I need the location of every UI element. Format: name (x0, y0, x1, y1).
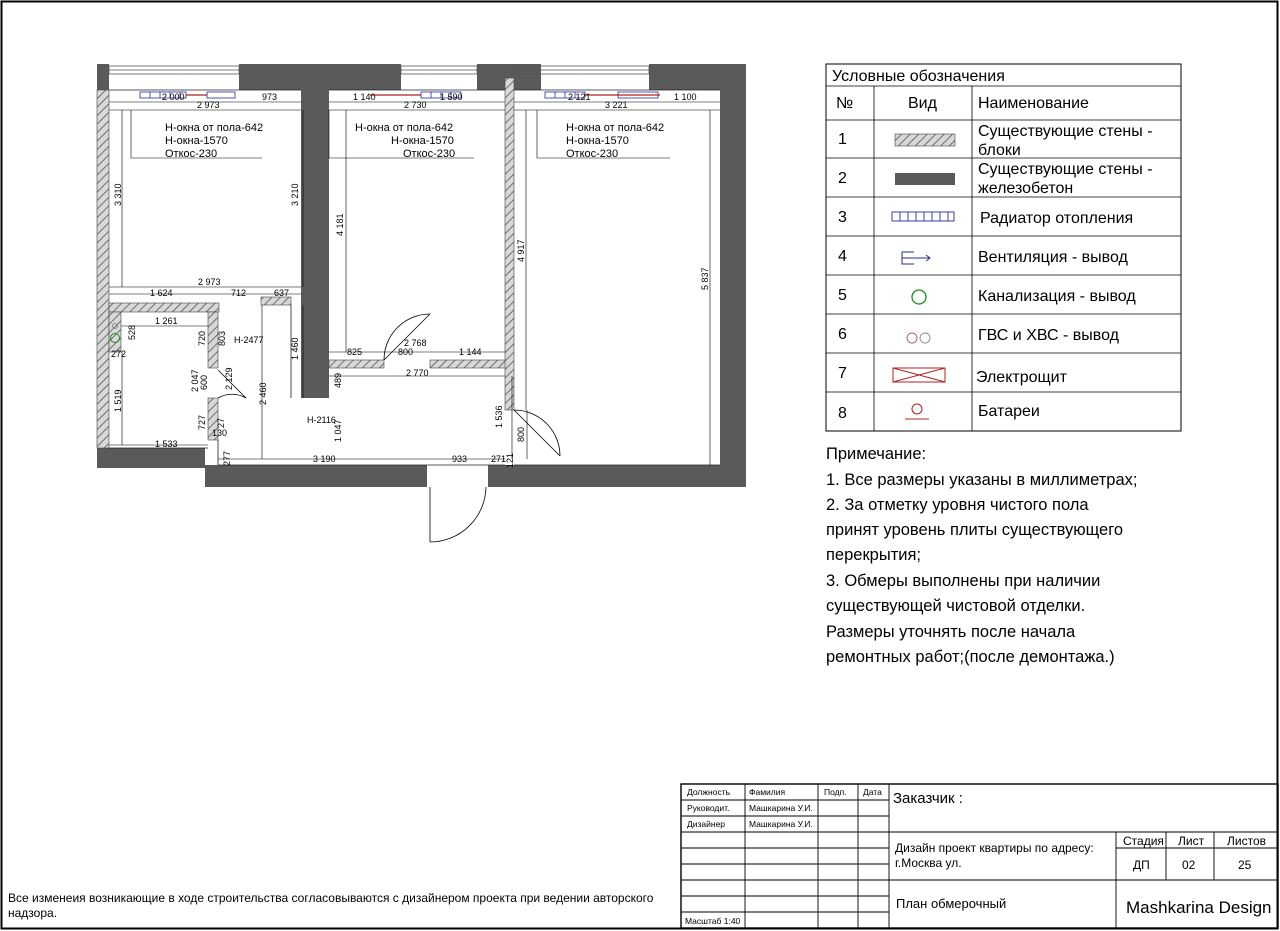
tb-brand: Mashkarina Design (1126, 898, 1272, 917)
window-note-line: Н-окна от пола-642 (165, 122, 264, 134)
dimension-label: 600 (199, 374, 209, 390)
dimension-label: 1 144 (459, 347, 482, 357)
tb-col-signature: Подп. (824, 787, 847, 797)
notes-title: Примечание: (826, 445, 927, 463)
window-note-line: Откос-230 (165, 148, 218, 160)
window-note-line: Откос-230 (403, 148, 456, 160)
tb-stage-label: Стадия (1123, 834, 1164, 848)
dimension-label: 4 917 (516, 239, 526, 262)
height-label-bath: Н-2477 (234, 335, 264, 345)
dimension-label: 803 (217, 330, 227, 346)
tb-sheet-label: Лист (1178, 834, 1205, 848)
dimension-label: 727 (197, 414, 207, 430)
dimension-label: 3 190 (313, 454, 336, 464)
wall-room3-left (505, 78, 514, 410)
dimension-label: 720 (197, 330, 207, 346)
legend-header-num: № (836, 95, 854, 112)
wall-bath-left-inner (109, 312, 121, 352)
legend-name: Электрощит (976, 369, 1067, 386)
dimension-label: 2 121 (568, 92, 591, 102)
legend-name: Существующие стены - (978, 161, 1153, 178)
dimension-label: 277 (222, 450, 232, 466)
window-note-line: Н-окна от пола-642 (355, 122, 454, 134)
legend-table (826, 64, 1181, 431)
dimension-label: 3 210 (290, 183, 300, 206)
dimension-label: 2 460 (258, 382, 268, 405)
solid-wall-icon (895, 173, 955, 185)
wall-top-between-2 (329, 64, 401, 90)
window-note-room1 (165, 122, 263, 160)
legend-name: блоки (978, 142, 1021, 159)
legend-num: 5 (838, 287, 847, 304)
tb-row2-surname: Машкарина У.И. (749, 819, 813, 829)
notes-block (826, 445, 1137, 666)
dimension-label: 272 (111, 349, 127, 359)
dimension-label: 2 047 (190, 369, 200, 392)
dimension-label: 933 (452, 454, 468, 464)
dimension-label: 1 536 (494, 405, 504, 428)
battery-icon (905, 404, 929, 419)
dimension-label: 1 624 (150, 288, 173, 298)
legend-title: Условные обозначения (832, 68, 1005, 85)
window-note-room3 (566, 122, 664, 160)
wall-pillar-middle (301, 64, 329, 398)
wall-bottom-mid (205, 465, 427, 487)
radiator-legend-icon (892, 212, 954, 221)
window-note-line: Откос-230 (566, 148, 619, 160)
dimension-label: 1 590 (440, 92, 463, 102)
tb-sheet-value: 02 (1182, 858, 1196, 872)
wall-left-block (97, 90, 109, 448)
title-block (681, 784, 1278, 928)
legend-num: 6 (838, 326, 847, 343)
dimension-label: 2 973 (198, 277, 221, 287)
dimension-label: 3 310 (113, 183, 123, 206)
wall-hall-stub (261, 297, 291, 305)
window-note-room2 (355, 122, 455, 160)
dimension-label: 5 837 (700, 267, 710, 290)
dimension-label: 825 (347, 347, 363, 357)
notes-line: 3. Обмеры выполнены при наличии (826, 572, 1101, 590)
tb-stage-value: ДП (1133, 858, 1150, 872)
water-circle-icon (907, 333, 917, 343)
tb-col-date: Дата (863, 787, 882, 797)
notes-line: существующей чистовой отделки. (826, 597, 1086, 615)
tb-sheets-value: 25 (1238, 858, 1252, 872)
legend-name: Батареи (978, 403, 1040, 420)
dimension-label: 2 768 (404, 338, 427, 348)
legend-num: 2 (838, 170, 847, 187)
wall-room2-bottom-b (430, 360, 512, 368)
notes-line: 2. За отметку уровня чистого пола (826, 496, 1089, 514)
dimension-label: 1 100 (674, 92, 697, 102)
dimension-label: 1 533 (155, 439, 178, 449)
dimension-label: 637 (274, 288, 290, 298)
wall-bath-top (109, 303, 219, 312)
legend-num: 4 (838, 248, 847, 265)
dimension-label: 3 221 (605, 100, 628, 110)
tb-customer: Заказчик : (893, 790, 963, 807)
dimension-label: 528 (127, 324, 137, 340)
legend-name: Канализация - вывод (978, 288, 1136, 305)
wall-right (720, 64, 746, 486)
water-circle-icon (920, 333, 930, 343)
legend-num: 7 (838, 365, 847, 382)
legend-name: Вентиляция - вывод (978, 249, 1128, 266)
dimension-label: 712 (231, 288, 247, 298)
wall-bottom-left (97, 448, 205, 468)
dimension-label: 1 261 (155, 316, 178, 326)
legend-name: ГВС и ХВС - вывод (978, 327, 1119, 344)
dimension-label: 973 (262, 92, 278, 102)
dimension-label: 489 (333, 372, 343, 388)
tb-sheets-label: Листов (1227, 834, 1266, 848)
dimension-label: 121 (505, 452, 515, 468)
window-note-line: Н-окна-1570 (391, 135, 454, 147)
notes-line: принят уровень плиты существующего (826, 521, 1124, 539)
dimension-label: 130 (212, 428, 228, 438)
dimension-label: 2 730 (404, 100, 427, 110)
sewer-circle-icon (912, 290, 926, 304)
tb-project-line2: г.Москва ул. (895, 856, 962, 870)
dimension-label: надзора. (8, 906, 58, 920)
height-label-hall: Н-2116 (307, 415, 336, 425)
legend-name: Радиатор отопления (980, 210, 1134, 227)
dimension-label: 2 129 (224, 367, 234, 390)
legend-name: железобетон (978, 180, 1074, 197)
tb-col-surname: Фамилия (749, 787, 786, 797)
dimension-label: 1 047 (333, 419, 343, 442)
tb-scale: Масштаб 1:40 (685, 916, 741, 926)
legend-num: 3 (838, 209, 847, 226)
legend-header-name: Наименование (978, 95, 1089, 112)
notes-line: Размеры уточнять после начала (826, 623, 1076, 641)
window-note-line: Н-окна от пола-642 (566, 122, 665, 134)
dimension-label: 800 (516, 426, 526, 442)
wall-top-between-1 (239, 64, 303, 90)
wall-top-left-corner (97, 64, 109, 90)
wall-bottom-right (488, 465, 746, 487)
notes-line: ремонтных работ;(после демонтажа.) (826, 648, 1115, 666)
legend-num: 8 (838, 405, 847, 422)
dimension-label: 1 140 (353, 92, 376, 102)
dimension-label: 1 519 (113, 389, 123, 412)
vent-arrow-icon (902, 252, 930, 264)
notes-line: 1. Все размеры указаны в миллиметрах; (826, 471, 1138, 489)
electric-panel-icon (893, 368, 945, 382)
dimension-label: 800 (398, 347, 414, 357)
legend-num: 1 (838, 131, 847, 148)
dimension-label: 2 973 (197, 100, 220, 110)
tb-row1-position: Руководит. (687, 803, 730, 813)
floor-plan (97, 64, 746, 542)
dimension-label: 2 770 (406, 368, 429, 378)
legend-name: Существующие стены - (978, 123, 1153, 140)
tb-row2-position: Дизайнер (687, 819, 726, 829)
dimension-label: 1 460 (290, 337, 300, 360)
wall-pillar-right (503, 64, 512, 78)
dimension-label: 4 181 (335, 213, 345, 236)
dimension-label: 27 (216, 417, 226, 428)
tb-row1-surname: Машкарина У.И. (749, 803, 813, 813)
tb-col-position: Должность (687, 787, 731, 797)
dimension-label: 2 000 (162, 92, 185, 102)
legend-header-view: Вид (908, 95, 937, 112)
wall-room2-bottom-a (329, 360, 384, 368)
window-note-line: Н-окна-1570 (566, 135, 629, 147)
tb-drawing-name: План обмерочный (896, 896, 1007, 911)
radiator-icon (207, 92, 235, 98)
dimension-label: 271 (491, 454, 507, 464)
tb-project-line1: Дизайн проект квартиры по адресу: (895, 841, 1094, 855)
hatched-wall-icon (895, 134, 955, 146)
dimension-label: Все изменеия возникающие в ходе строительства согласовываются с дизайнером проекта при ведении авторского (8, 891, 654, 905)
window-note-line: Н-окна-1570 (165, 135, 228, 147)
footer-note (8, 891, 654, 920)
notes-line: перекрытия; (826, 546, 922, 564)
